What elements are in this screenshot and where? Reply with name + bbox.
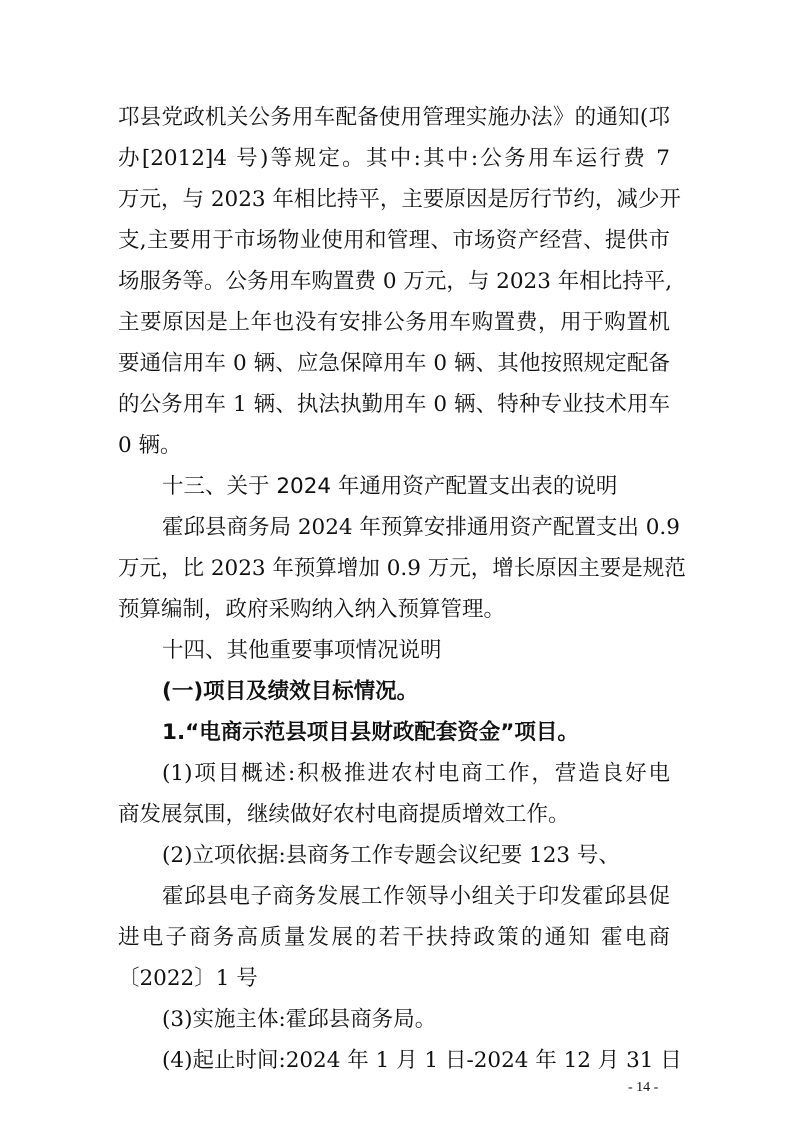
paragraph-line: (3)实施主体:霍邱县商务局。 — [162, 1007, 437, 1032]
project-title: 1.“电商示范县项目县财政配套资金”项目。 — [162, 720, 579, 745]
paragraph-line: 预算编制，政府采购纳入纳入预算管理。 — [118, 597, 506, 622]
paragraph-line: 万元，与 2023 年相比持平，主要原因是厉行节约，减少开 — [118, 187, 681, 212]
paragraph-line: 霍邱县电子商务发展工作领导小组关于印发霍邱县促 — [162, 884, 670, 909]
paragraph-line: 商发展氛围，继续做好农村电商提质增效工作。 — [118, 802, 570, 827]
paragraph-line: 的公务用车 1 辆、执法执勤用车 0 辆、特种专业技术用车 — [118, 392, 670, 417]
paragraph-line: 0 辆。 — [118, 433, 182, 458]
paragraph-line: 万元，比 2023 年预算增加 0.9 万元，增长原因主要是规范 — [118, 556, 686, 581]
paragraph-line: 场服务等。公务用车购置费 0 万元，与 2023 年相比持平, — [118, 269, 673, 294]
paragraph-line: 〔2022〕1 号 — [118, 966, 258, 991]
paragraph-line: 主要原因是上年也没有安排公务用车购置费，用于购置机 — [118, 310, 670, 335]
subsection-heading: (一)项目及绩效目标情况。 — [162, 679, 419, 704]
paragraph-line: 邛县党政机关公务用车配备使用管理实施办法》的通知(邛 — [118, 105, 670, 130]
paragraph-line: 要通信用车 0 辆、应急保障用车 0 辆、其他按照规定配备 — [118, 351, 670, 376]
section-heading: 十三、关于 2024 年通用资产配置支出表的说明 — [162, 474, 618, 499]
paragraph-line: (1)项目概述:积极推进农村电商工作，营造良好电 — [162, 761, 670, 786]
paragraph-line: 进电子商务高质量发展的若干扶持政策的通知 霍电商 — [118, 925, 670, 950]
paragraph-line: 办[2012]4 号)等规定。其中:其中:公务用车运行费 7 — [118, 146, 670, 171]
page-number: - 14 - — [628, 1080, 659, 1095]
paragraph-line: 霍邱县商务局 2024 年预算安排通用资产配置支出 0.9 — [162, 515, 680, 540]
paragraph-line: (4)起止时间:2024 年 1 月 1 日-2024 年 12 月 31 日 — [162, 1048, 682, 1073]
paragraph-line: 支,主要用于市场物业使用和管理、市场资产经营、提供市 — [118, 228, 670, 253]
paragraph-line: (2)立项依据:县商务工作专题会议纪要 123 号、 — [162, 843, 620, 868]
section-heading: 十四、其他重要事项情况说明 — [162, 638, 442, 663]
